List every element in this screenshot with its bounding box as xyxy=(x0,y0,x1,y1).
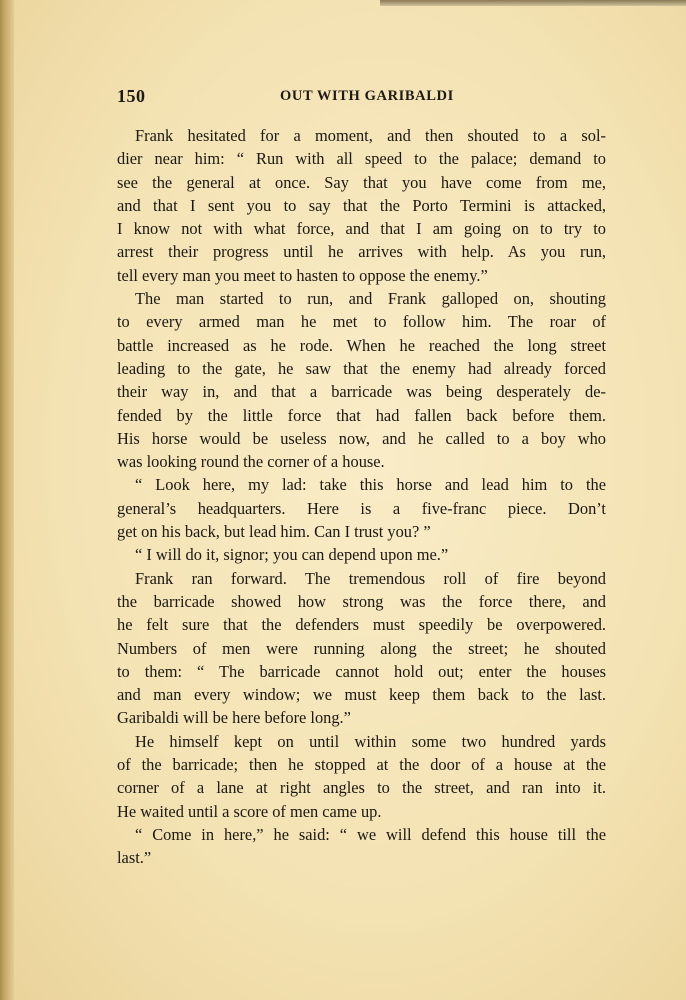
text-line: dier near him: “ Run with all speed to the palace; demand to xyxy=(117,149,606,169)
running-head: OUT WITH GARIBALDI xyxy=(280,88,454,104)
paragraph xyxy=(117,287,606,473)
text-line: to every armed man he met to follow him. The roar of xyxy=(117,312,606,332)
text-line: see the general at once. Say that you have come from me, xyxy=(117,172,606,192)
text-line: general’s headquarters. Here is a five-franc piece. Don’t xyxy=(117,498,606,518)
text-line: “ I will do it, signor; you can depend upon me.” xyxy=(135,545,449,565)
text-line: to them: “ The barricade cannot hold out; enter the houses xyxy=(117,661,606,681)
text-line: Frank ran forward. The tremendous roll of fire beyond xyxy=(135,568,606,588)
text-line: The man started to run, and Frank galloped on, shouting xyxy=(135,289,606,309)
text-line: “ Come in here,” he said: “ we will defend this house till the xyxy=(135,824,606,844)
page-number: 150 xyxy=(117,86,146,106)
paragraph xyxy=(117,730,606,823)
body-text xyxy=(117,124,606,870)
page-header xyxy=(117,86,606,112)
text-line: Frank hesitated for a moment, and then shouted to a sol- xyxy=(135,126,606,145)
text-line: was looking round the corner of a house. xyxy=(117,452,385,472)
page-top-edge xyxy=(380,0,686,6)
text-line: He waited until a score of men came up. xyxy=(117,801,382,821)
text-line: “ Look here, my lad: take this horse and lead him to the xyxy=(135,475,606,495)
paragraph xyxy=(117,543,606,566)
text-line: get on his back, but lead him. Can I trust you? ” xyxy=(117,522,431,542)
text-line: His horse would be useless now, and he called to a boy who xyxy=(117,428,606,448)
text-line: corner of a lane at right angles to the street, and ran into it. xyxy=(117,778,606,798)
text-line: leading to the gate, he saw that the enemy had already forced xyxy=(117,358,606,378)
text-line: and man every window; we must keep them back to the last. xyxy=(117,685,606,705)
text-line: Garibaldi will be here before long.” xyxy=(117,708,351,728)
text-line: their way in, and that a barricade was being desperately de- xyxy=(117,382,606,402)
text-line: Numbers of men were running along the street; he shouted xyxy=(117,638,606,658)
text-line: and that I sent you to say that the Porto Termini is attacked, xyxy=(117,195,606,215)
paragraph xyxy=(117,124,606,287)
text-line: He himself kept on until within some two hundred yards xyxy=(135,731,606,751)
paragraph xyxy=(117,567,606,730)
text-line: the barricade showed how strong was the force there, and xyxy=(117,591,606,611)
paragraph xyxy=(117,823,606,870)
text-line: arrest their progress until he arrives with help. As you run, xyxy=(117,242,606,262)
paragraph xyxy=(117,473,606,543)
text-line: he felt sure that the defenders must speedily be overpowered. xyxy=(117,615,606,635)
text-line: fended by the little force that had fallen back before them. xyxy=(117,405,606,425)
text-line: last.” xyxy=(117,848,152,868)
text-line: battle increased as he rode. When he reached the long street xyxy=(117,335,606,355)
book-gutter xyxy=(0,0,14,1000)
text-line: of the barricade; then he stopped at the door of a house at the xyxy=(117,755,606,775)
text-line: I know not with what force, and that I am going on to try to xyxy=(117,219,606,239)
text-line: tell every man you meet to hasten to oppose the enemy.” xyxy=(117,265,488,285)
